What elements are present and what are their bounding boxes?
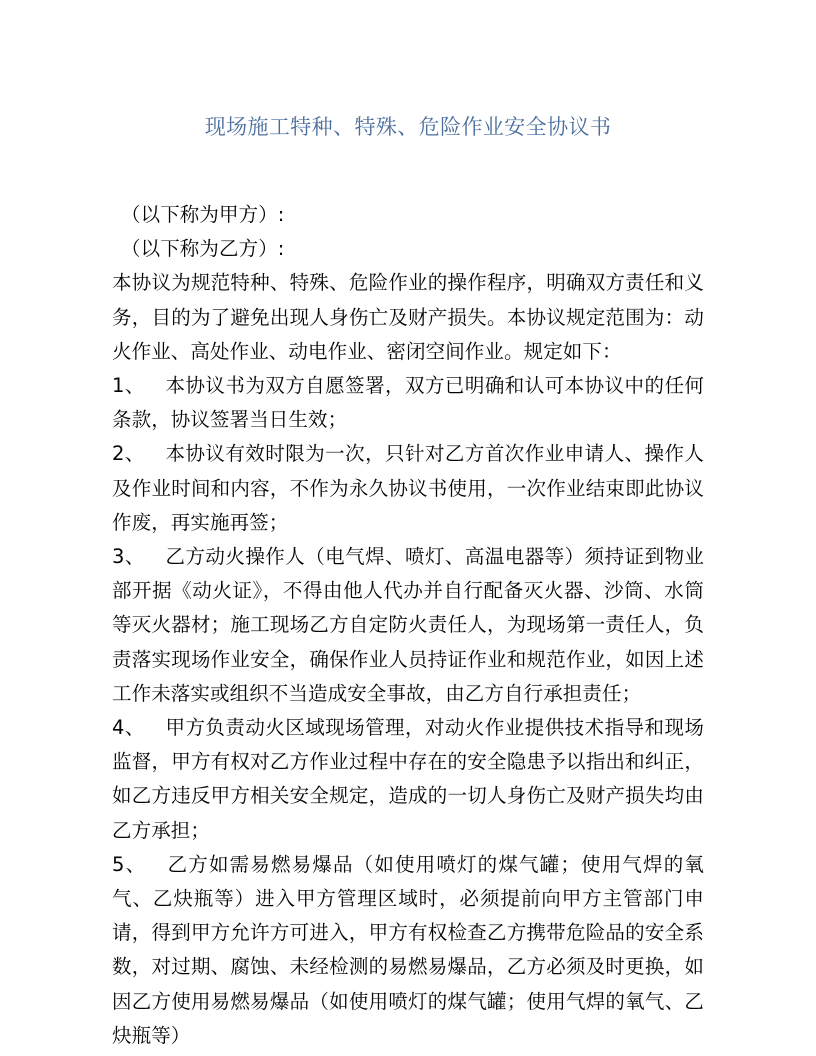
clause-item — [112, 369, 704, 437]
clause-text: 本协议有效时限为一次，只针对乙方首次作业申请人、操作人及作业时间和内容，不作为永久协议书使用，一次作业结束即此协议作废，再实施再签； — [112, 442, 705, 534]
clause-text: 乙方如需易燃易爆品（如使用喷灯的煤气罐；使用气焊的氧气、乙炔瓶等）进入甲方管理区域时，必须提前向甲方主管部门申请，得到甲方允许方可进入，甲方有权检查乙方携带危险品的安全系数，对过期、腐蚀、未经检测的易燃易爆品，乙方必须及时更换，如因乙方使用易燃易爆品（如使用喷灯的煤气罐；使用气焊的氧气、乙炔瓶等） — [112, 852, 704, 1047]
clause-number: 2、 — [112, 442, 145, 466]
page-title: 现场施工特种、特殊、危险作业安全协议书 — [204, 115, 612, 139]
clause-text: 乙方动火操作人（电气焊、喷灯、高温电器等）须持证到物业部开据《动火证》，不得由他人代办并自行配备灭火器、沙筒、水筒等灭火器材；施工现场乙方自定防火责任人，为现场第一责任人，负责落实现场作业安全，确保作业人员持证作业和规范作业，如因上述工作未落实或组织不当造成安全事故，由乙方自行承担责任； — [112, 545, 705, 705]
clause-item — [112, 711, 704, 848]
party-a-line: （以下称为甲方）: — [121, 203, 285, 226]
clause-number: 5、 — [112, 852, 147, 876]
clause-number: 3、 — [112, 545, 145, 569]
clause-number: 4、 — [112, 716, 145, 740]
clause-number: 1、 — [112, 374, 145, 398]
clause-item — [112, 540, 704, 711]
document-body — [112, 112, 704, 1053]
party-b-line: （以下称为乙方）: — [121, 237, 285, 261]
title-spacer — [112, 142, 704, 198]
preamble-paragraph: 本协议为规范特种、特殊、危险作业的操作程序，明确双方责任和义务，目的为了避免出现人身伤亡及财产损失。本协议规定范围为：动火作业、高处作业、动电作业、密闭空间作业。规定如下： — [112, 271, 704, 363]
clause-text: 甲方负责动火区域现场管理，对动火作业提供技术指导和现场监督，甲方有权对乙方作业过程中存在的安全隐患予以指出和纠正，如乙方违反甲方相关安全规定，造成的一切人身伤亡及财产损失均由乙方承担； — [112, 716, 705, 842]
clause-item — [112, 848, 704, 1053]
clause-text: 本协议书为双方自愿签署，双方已明确和认可本协议中的任何条款，协议签署当日生效； — [112, 374, 705, 432]
clause-item — [112, 437, 704, 540]
